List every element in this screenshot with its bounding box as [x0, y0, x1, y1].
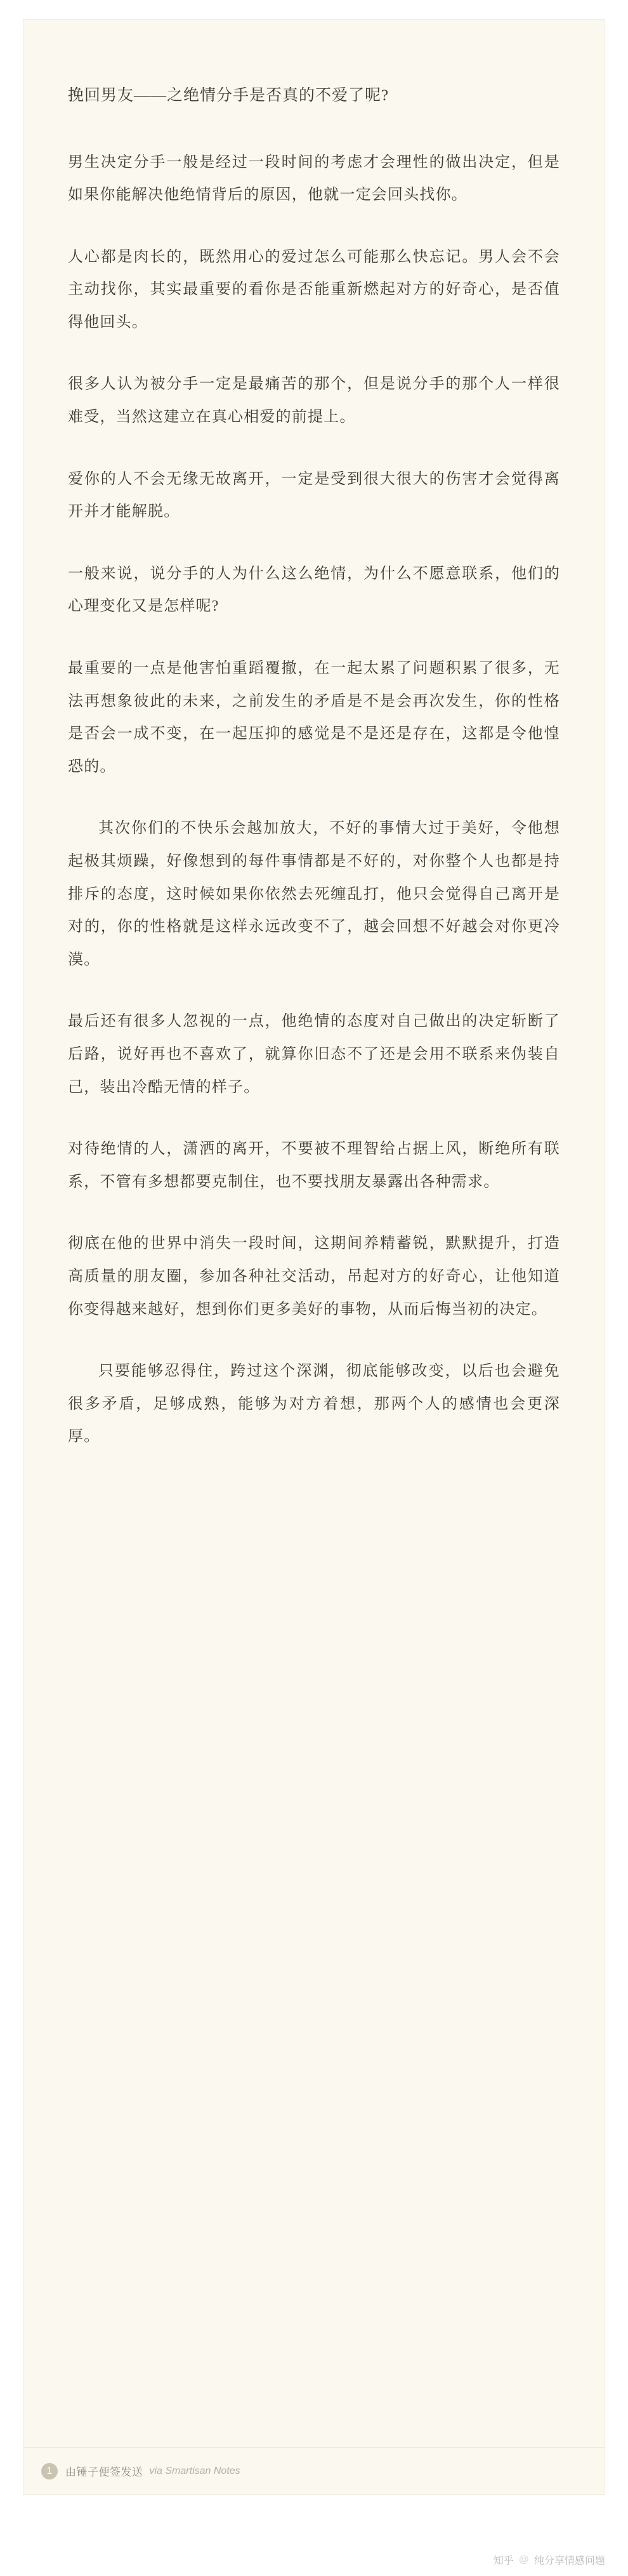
- page-title: 挽回男友——之绝情分手是否真的不爱了呢?: [68, 87, 389, 104]
- paragraph: 人心都是肉长的，既然用心的爱过怎么可能那么快忘记。男人会不会主动找你，其实最重要的看你是否能重新燃起对方的好奇心，是否值得他回头。: [68, 248, 560, 331]
- note-card: [23, 19, 605, 2495]
- paragraph: 其次你们的不快乐会越加放大，不好的事情大过于美好，令他想起极其烦躁，好像想到的每件事情都是不好的，对你整个人也都是持排斥的态度，这时候如果你依然去死缠乱打，他只会觉得自己离开是对的，你的性格就是这样永远改变不了，越会回想不好越会对你更冷漠。: [68, 820, 560, 968]
- paragraph: 很多人认为被分手一定是最痛苦的那个，但是说分手的那个人一样很难受，当然这建立在真心相爱的前提上。: [68, 376, 560, 426]
- sender-label: 由锤子便签发送: [65, 2466, 143, 2478]
- sender-badge-icon: 1: [41, 2463, 58, 2480]
- app-attribution: via Smartisan Notes: [149, 2465, 240, 2476]
- zhihu-logo: 知乎: [493, 2556, 514, 2566]
- note-footer: [23, 2447, 605, 2494]
- watermark-separator: @: [518, 2554, 529, 2565]
- paragraph: 男生决定分手一般是经过一段时间的考虑才会理性的做出决定，但是如果你能解决他绝情背后的原因，他就一定会回头找你。: [68, 154, 560, 204]
- watermark: [494, 2553, 605, 2567]
- paragraph: 最后还有很多人忽视的一点，他绝情的态度对自己做出的决定斩断了后路，说好再也不喜欢了，就算你旧态不了还是会用不联系来伪装自己，装出冷酷无情的样子。: [68, 1013, 560, 1096]
- paragraph: 爱你的人不会无缘无故离开，一定是受到很大很大的伤害才会觉得离开并才能解脱。: [68, 470, 560, 521]
- paragraph: 彻底在他的世界中消失一段时间，这期间养精蓄锐，默默提升，打造高质量的朋友圈，参加各种社交活动，吊起对方的好奇心，让他知道你变得越来越好，想到你们更多美好的事物，从而后悔当初的决定。: [68, 1235, 560, 1318]
- watermark-username: 纯分享情感问题: [533, 2556, 605, 2566]
- paragraph: 一般来说，说分手的人为什么这么绝情，为什么不愿意联系，他们的心理变化又是怎样呢?: [68, 565, 560, 615]
- paragraph: 最重要的一点是他害怕重蹈覆撤，在一起太累了问题积累了很多，无法再想象彼此的未来，之前发生的矛盾是不是会再次发生，你的性格是否会一成不变，在一起压抑的感觉是不是还是存在，这都是令他惶恐的。: [68, 660, 560, 775]
- paragraph: 只要能够忍得住，跨过这个深渊，彻底能够改变，以后也会避免很多矛盾，足够成熟，能够为对方着想，那两个人的感情也会更深厚。: [68, 1363, 560, 1445]
- paragraph: 对待绝情的人，潇洒的离开，不要被不理智给占据上风，断绝所有联系，不管有多想都要克制住，也不要找朋友暴露出各种需求。: [68, 1141, 560, 1190]
